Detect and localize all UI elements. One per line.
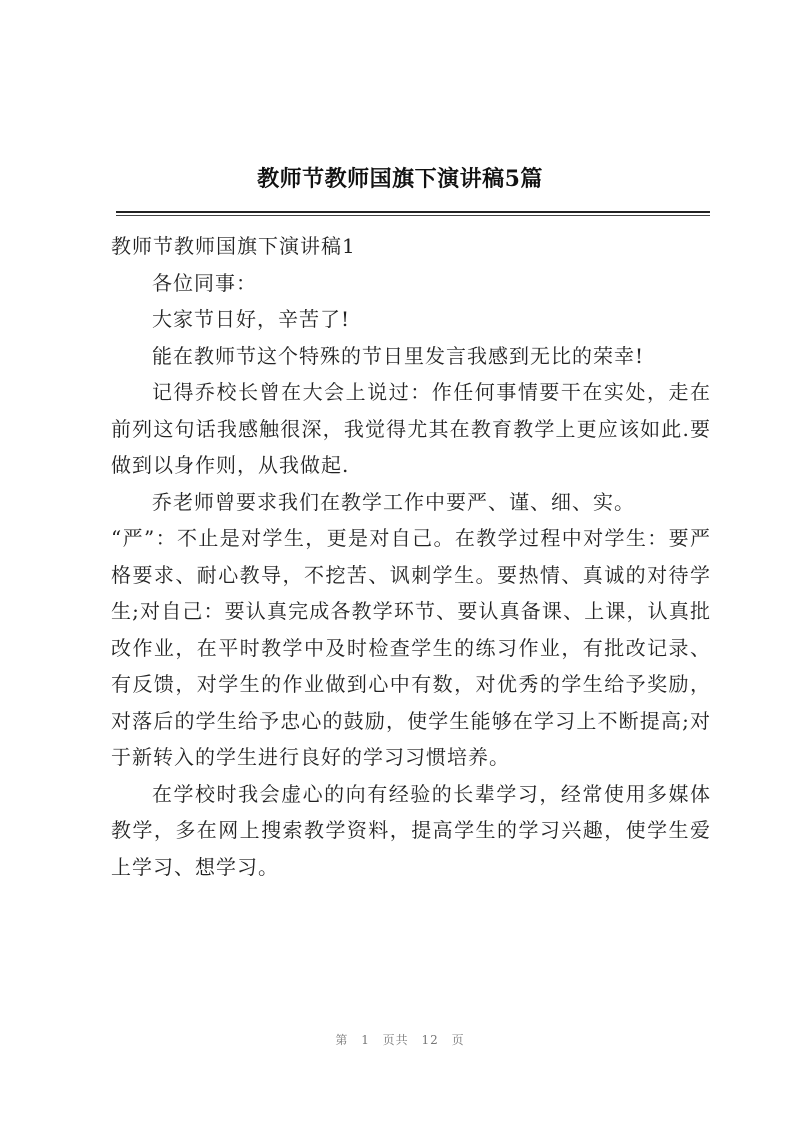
paragraph-principal-quote: 记得乔校长曾在大会上说过：作任何事情要干在实处，走在前列这句话我感触很深，我觉得尤其在教育教学上更应该如此.要做到以身作则，从我做起. xyxy=(111,380,711,477)
document-body xyxy=(111,228,711,885)
paragraph-learning: 在学校时我会虚心的向有经验的长辈学习，经常使用多媒体教学，多在网上搜索教学资料，提高学生的学习兴趣，使学生爱上学习、想学习。 xyxy=(111,781,711,879)
paragraph-strict: “严”：不止是对学生，更是对自己。在教学过程中对学生：要严格要求、耐心教导，不挖苦、讽刺学生。要热情、真诚的对待学生;对自己：要认真完成各教学环节、要认真备课、上课，认真批改作业，在平时教学中及时检查学生的练习作业，有批改记录、有反馈，对学生的作业做到心中有数，对优秀的学生给予奖励，对落后的学生给予忠心的鼓励，使学生能够在学习上不断提高;对于新转入的学生进行良好的学习习惯培养。 xyxy=(111,526,711,769)
paragraph-greeting: 各位同事： xyxy=(152,270,257,295)
title-divider-thin xyxy=(116,215,710,216)
paragraph-requirements: 乔老师曾要求我们在教学工作中要严、谨、细、实。 xyxy=(152,489,635,514)
paragraph-honor: 能在教师节这个特殊的节日里发言我感到无比的荣幸! xyxy=(152,343,645,368)
paragraph-holiday-wish: 大家节日好，辛苦了! xyxy=(152,307,351,331)
document-title: 教师节教师国旗下演讲稿5篇 xyxy=(257,166,543,192)
page-footer: 第 1 页共 12 页 xyxy=(335,1033,465,1047)
section-heading: 教师节教师国旗下演讲稿1 xyxy=(111,234,356,258)
title-divider-thick xyxy=(116,211,710,213)
